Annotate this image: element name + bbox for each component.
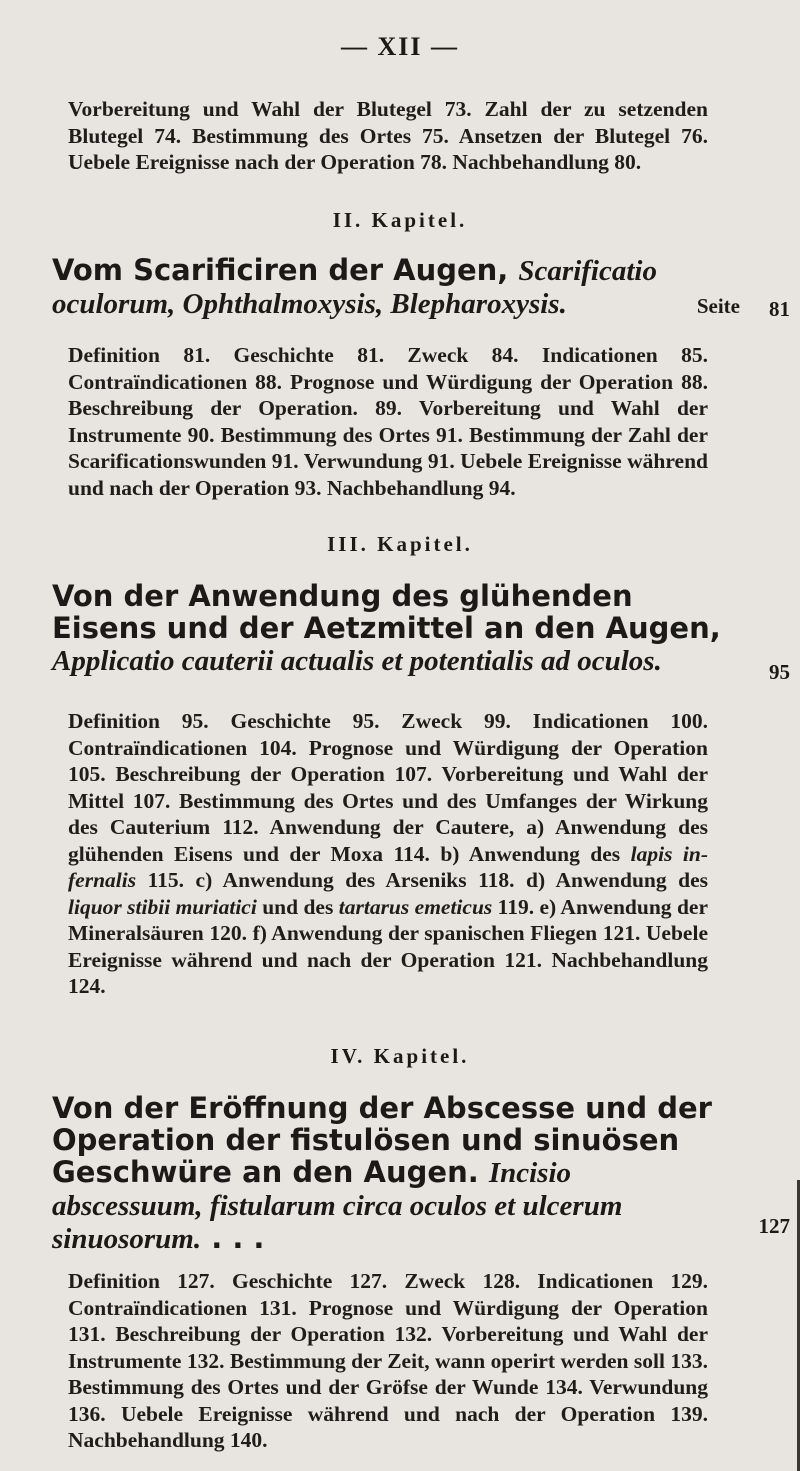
chapter-2-heading: II. Kapitel.	[332, 208, 468, 232]
chapter-2-title	[52, 254, 724, 320]
contents-text: 119. e) Anwendung der Mineralsäuren 120. f) Anwendung der spanischen Fliegen 121. Uebele Ereignisse während und nach der Operation 121. Nachbehandlung 124.	[68, 894, 708, 998]
contents-text: Definition 95. Geschichte 95. Zweck 99. Indicationen 100. Contraïndicationen 104. Prognose und Würdigung der Operation 105. Beschreibung der Operation 107. Vorbereitung und Wahl der Mittel 107. Bestimmung des Ortes und des Umfanges der Wirkung des Cauterium 112. Anwendung der Cautere, a) Anwendung des glühenden Eisens und der Moxa 114. b) Anwendung des	[68, 709, 708, 866]
chapter-3-heading: III. Kapitel.	[327, 532, 473, 556]
chapter-3-contents	[68, 708, 708, 1000]
chapter-4-title-latin: Incisio abscessuum, fistularum circa oculos et ulcerum sinuosorum.	[52, 1157, 623, 1255]
page-number: — XII —	[340, 32, 459, 61]
chapter-2-page-ref	[697, 294, 740, 319]
chapter-2-title-latin: Scarificatio oculorum, Ophthalmoxysis, Blepharoxysis.	[52, 255, 657, 320]
chapter-2-contents: Definition 81. Geschichte 81. Zweck 84. Indicationen 85. Contraïndicationen 88. Prognose und Würdigung der Operation 88. Beschreibung der Operation. 89. Vorbereitung und Wahl der Instrumente 90. Bestimmung des Ortes 91. Bestimmung der Zahl der Scarificationswunden 91. Verwundung 91. Uebele Ereignisse während und nach der Operation 93. Nachbehandlung 94.	[68, 343, 708, 500]
chapter-4-page: 127	[758, 1214, 790, 1238]
intro-paragraph: Vorbereitung und Wahl der Blutegel 73. Zahl der zu setzenden Blutegel 74. Bestimmung des Ortes 75. Ansetzen der Blutegel 76. Uebele Ereignisse nach der Operation 78. Nachbehandlung 80.	[68, 97, 708, 174]
chapter-2-page: 81	[769, 297, 790, 321]
contents-latin: tartarus emeticus	[338, 894, 493, 919]
contents-text: 115. c) Anwendung des Arseniks 118. d) Anwendung des	[136, 868, 708, 892]
chapter-4-contents: Definition 127. Geschichte 127. Zweck 128. Indicationen 129. Contraïndicationen 131. Prognose und Würdigung der Operation 131. Beschreibung der Operation 132. Vorbereitung und Wahl der Instrumente 132. Bestimmung der Zeit, wann operirt werden soll 133. Bestimmung des Ortes und der Gröfse der Wunde 134. Verwundung 136. Uebele Ereignisse während und nach der Operation 139. Nachbehandlung 140.	[68, 1269, 708, 1452]
contents-latin: lapis infernalis	[68, 841, 708, 892]
chapter-3-page: 95	[769, 660, 790, 684]
chapter-3-title-latin: Applicatio cauterii actualis et potentialis ad oculos.	[52, 645, 662, 677]
chapter-2-title-text: Vom Scarificiren der Augen,	[52, 253, 519, 287]
chapter-4-leader-dots: . . .	[201, 1221, 265, 1255]
contents-latin: liquor stibii muriatici	[68, 894, 257, 919]
chapter-3-title-text: Von der Anwendung des glühenden Eisens und der Aetzmittel an den Augen,	[52, 579, 721, 645]
contents-text: und des	[256, 894, 339, 919]
chapter-4-title-text: Von der Eröffnung der Abscesse und der Operation der fistulösen und sinuösen Geschwüre an den Augen.	[52, 1091, 712, 1189]
chapter-4-title	[52, 1092, 724, 1255]
seite-label: Seite	[696, 294, 740, 318]
chapter-3-title	[52, 580, 724, 677]
chapter-4-heading: IV. Kapitel.	[330, 1044, 470, 1068]
